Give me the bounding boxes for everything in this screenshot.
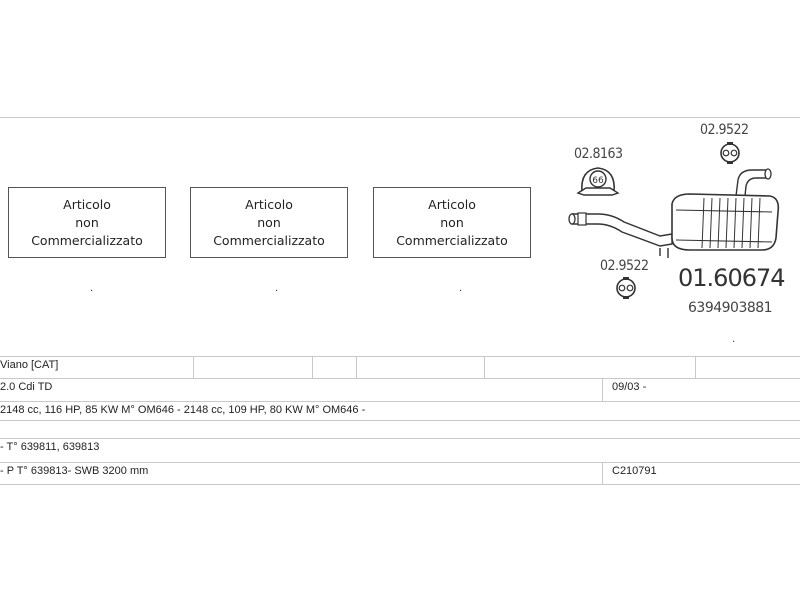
production-date: 09/03 - (612, 381, 647, 393)
vehicle-notes: - P T° 639813- SWB 3200 mm (0, 465, 149, 477)
box-label: Articolo (63, 196, 111, 212)
box-label: non (75, 214, 99, 230)
vehicle-types: - T° 639811, 639813 (0, 441, 100, 453)
placeholder-dot: . (90, 283, 94, 294)
rubber-hanger-icon (721, 142, 739, 164)
box-label: Articolo (245, 196, 293, 212)
placeholder-dot: . (732, 334, 736, 345)
hanger-part-number: 02.9522 (700, 122, 749, 138)
placeholder-dot: . (459, 283, 463, 294)
hanger-part-number: 02.9522 (600, 258, 649, 274)
clamp-part-number: 02.8163 (574, 146, 623, 162)
engine-specs: 2148 cc, 116 HP, 85 KW M° OM646 - 2148 cc, 109 HP, 80 KW M° OM646 - (0, 404, 366, 416)
oem-part-number: 6394903881 (688, 300, 773, 316)
rubber-hanger-icon (617, 277, 635, 299)
box-label: Commercializzato (396, 232, 508, 248)
engine-description: 2.0 Cdi TD (0, 381, 53, 393)
placeholder-dot: . (275, 283, 279, 294)
vehicle-model: Viano [CAT] (0, 359, 59, 371)
box-label: Articolo (428, 196, 476, 212)
clamp-badge: 66 (592, 176, 604, 186)
box-label: non (257, 214, 281, 230)
box-label: Commercializzato (31, 232, 143, 248)
clamp-icon (578, 168, 618, 195)
muffler-part-number: 01.60674 (678, 264, 785, 292)
box-label: Commercializzato (213, 232, 325, 248)
box-label: non (440, 214, 464, 230)
catalog-code: C210791 (612, 465, 657, 477)
